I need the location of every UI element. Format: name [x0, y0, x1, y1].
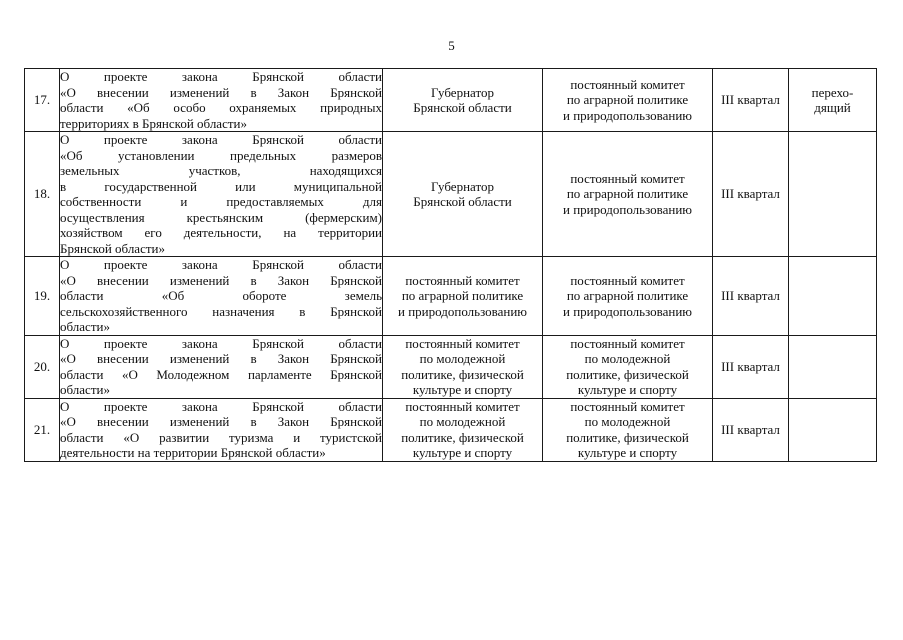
text-line: постоянный комитет: [405, 335, 520, 351]
term: III квартал: [713, 398, 789, 461]
text-line: постоянный комитет: [405, 272, 520, 288]
text-line: культуре и спорту: [412, 445, 513, 460]
row-number: 20.: [25, 335, 60, 398]
note: [789, 132, 877, 257]
bill-title: [60, 335, 383, 398]
initiator: [383, 69, 543, 132]
row-number: 21.: [25, 398, 60, 461]
text-line: постоянный комитет: [570, 170, 685, 186]
term: III квартал: [713, 132, 789, 257]
text-line: постоянный комитет: [570, 272, 685, 288]
term: III квартал: [713, 335, 789, 398]
text-line: области «Об обороте земель: [60, 288, 382, 303]
text-line: сельскохозяйственного назначения в Брянской: [60, 303, 382, 319]
legislation-plan-table: [24, 68, 877, 462]
text-line: О проекте закона Брянской области: [60, 257, 382, 272]
note: [789, 69, 877, 132]
text-line: осуществления крестьянским (фермерским): [60, 209, 382, 225]
text-line: хозяйством его деятельности, на территории: [60, 225, 382, 240]
text-line: деятельности на территории Брянской области»: [60, 445, 326, 460]
text-line: в государственной или муниципальной: [60, 178, 382, 194]
text-line: области «Об особо охраняемых природных: [60, 100, 382, 115]
text-line: области»: [60, 382, 110, 397]
text-line: и природопользованию: [563, 107, 692, 123]
text-line: политике, физической: [401, 366, 524, 382]
text-line: области «О развитии туризма и туристской: [60, 429, 382, 445]
bill-title: [60, 69, 383, 132]
text-line: Губернатор: [431, 84, 494, 100]
text-line: территориях в Брянской области»: [60, 115, 247, 131]
row-number: 18.: [25, 132, 60, 257]
responsible-committee: [543, 69, 713, 132]
note: [789, 335, 877, 398]
text-line: по аграрной политике: [566, 288, 689, 303]
text-line: собственности и предоставляемых для: [60, 194, 382, 209]
bill-title: [60, 132, 383, 257]
initiator: [383, 257, 543, 336]
text-line: политике, физической: [566, 366, 689, 382]
text-line: и природопользованию: [563, 201, 692, 217]
term: III квартал: [713, 257, 789, 336]
page-number: 5: [448, 38, 455, 53]
text-line: О проекте закона Брянской области: [60, 69, 382, 84]
text-line: по молодежной: [584, 351, 671, 366]
row-number: 17.: [25, 69, 60, 132]
text-line: О проекте закона Брянской области: [60, 398, 382, 414]
term: III квартал: [713, 69, 789, 132]
text-line: по молодежной: [584, 414, 671, 429]
text-line: «О внесении изменений в Закон Брянской: [60, 351, 382, 366]
table-row: [25, 69, 877, 132]
text-line: политике, физической: [401, 429, 524, 445]
responsible-committee: [543, 132, 713, 257]
text-line: перехо-: [811, 84, 854, 100]
text-line: дящий: [814, 100, 851, 115]
text-line: по молодежной: [419, 414, 506, 429]
responsible-committee: [543, 398, 713, 461]
text-line: постоянный комитет: [570, 76, 685, 92]
bill-title: [60, 398, 383, 461]
text-line: «О внесении изменений в Закон Брянской: [60, 84, 382, 100]
initiator: [383, 335, 543, 398]
table-row: [25, 398, 877, 461]
text-line: «О внесении изменений в Закон Брянской: [60, 272, 382, 288]
initiator: [383, 132, 543, 257]
table-body: [25, 69, 877, 462]
text-line: постоянный комитет: [570, 335, 685, 351]
text-line: и природопользованию: [563, 303, 692, 319]
text-line: области «О Молодежном парламенте Брянской: [60, 366, 382, 382]
text-line: культуре и спорту: [577, 445, 678, 460]
text-line: Брянской области»: [60, 240, 165, 256]
text-line: по аграрной политике: [566, 92, 689, 108]
text-line: «О внесении изменений в Закон Брянской: [60, 414, 382, 429]
text-line: и природопользованию: [398, 303, 527, 319]
text-line: постоянный комитет: [570, 398, 685, 414]
text-line: по молодежной: [419, 351, 506, 366]
text-line: культуре и спорту: [577, 382, 678, 397]
text-line: политике, физической: [566, 429, 689, 445]
text-line: Губернатор: [431, 178, 494, 194]
text-line: О проекте закона Брянской области: [60, 132, 382, 147]
text-line: области»: [60, 319, 110, 334]
note: [789, 398, 877, 461]
text-line: постоянный комитет: [405, 398, 520, 414]
initiator: [383, 398, 543, 461]
responsible-committee: [543, 335, 713, 398]
responsible-committee: [543, 257, 713, 336]
text-line: О проекте закона Брянской области: [60, 335, 382, 351]
text-line: по аграрной политике: [401, 288, 524, 303]
text-line: по аграрной политике: [566, 186, 689, 202]
text-line: земельных участков, находящихся: [60, 163, 382, 178]
bill-title: [60, 257, 383, 336]
table-row: [25, 257, 877, 336]
table-row: [25, 132, 877, 257]
text-line: культуре и спорту: [412, 382, 513, 397]
table-row: [25, 335, 877, 398]
row-number: 19.: [25, 257, 60, 336]
text-line: Брянской области: [413, 100, 512, 115]
text-line: «Об установлении предельных размеров: [60, 147, 382, 163]
text-line: Брянской области: [413, 194, 512, 209]
note: [789, 257, 877, 336]
